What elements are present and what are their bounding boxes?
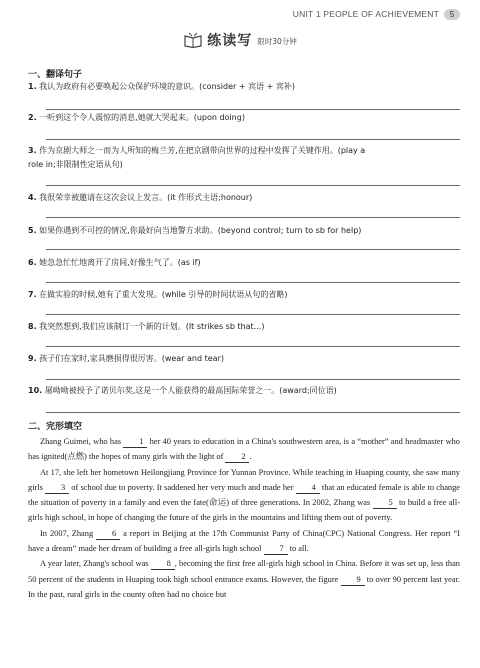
answer-line-1[interactable] [46,109,460,110]
paragraph-2: At 17, she left her hometown Heilongjiang Province for Yunnan Province. While teaching in Huaping county, she saw many girls 3 of school due to poverty. It saddened her very much and made her 4 that an educated female is able to change the situation of poverty in a family and even the fate(命运) of three generations. In 2002, Zhang was 5 to build a free all-girls high school, in hope of changing the future of the girls in the mountains and lifting them out of poverty. [28,467,461,523]
paragraph-3: In 2007, Zhang 6 a report in Beijing at the 17th Communist Party of China(CPC) National Congress. Her report “I have a dream” made her dream of building a free all-girls high school 7 to all. [28,528,460,554]
question-4: 4. 我很荣幸被邀请在这次会议上发言。(it 作形式主语;honour) [28,193,253,202]
answer-line-10[interactable] [46,412,460,413]
section-heading-translation: 一、翻译句子 [28,70,83,80]
exercise-title [0,30,480,50]
book-icon [183,32,203,48]
question-10: 10. 屠呦呦被授予了诺贝尔奖,这是一个人能获得的最高国际荣誉之一。(award;同位语) [28,386,337,395]
question-2: 2. 一听到这个令人震惊的消息,她就大哭起来。(upon doing) [28,113,245,122]
title-main: 练读写 [207,33,253,49]
question-1: 1. 我认为政府有必要唤起公众保护环境的意识。(consider + 宾语 + 宾补) [28,82,296,91]
question-5: 5. 如果你遇到不可控的情况,你最好向当地警方求助。(beyond control; turn to sb for help) [28,226,362,235]
question-7: 7. 在做实验的时候,她有了重大发现。(while 引导的时间状语从句的省略) [28,290,288,299]
paragraph-1: Zhang Guimei, who has 1 her 40 years to education in a China's southwestern area, is a “mother” and headmaster who has ignited(点燃) the hopes of many girls with the light of 2 . [28,437,460,462]
page-header [293,7,460,21]
answer-line-7[interactable] [46,314,460,315]
page-number-badge: 5 [444,9,460,20]
blank-4[interactable]: 4 [296,483,320,494]
answer-line-3[interactable] [46,185,460,186]
blank-9[interactable]: 9 [341,575,365,586]
answer-line-9[interactable] [46,379,460,380]
answer-line-6[interactable] [46,282,460,283]
blank-5[interactable]: 5 [373,498,397,509]
paragraph-4: A year later, Zhang's school was 8 , becoming the first free all-girls high school in China. Before it was set up, less than 50 percent of the students in Huaping took high school entrance exams. However, the figure 9 to over 90 percent last year. In the past, rural girls in the county often had no choice but [28,559,460,599]
time-limit: 限时30分钟 [257,37,297,46]
blank-8[interactable]: 8 [151,559,175,570]
blank-2[interactable]: 2 [225,452,249,463]
blank-7[interactable]: 7 [264,544,288,555]
question-6: 6. 她急急忙忙地离开了房间,好像生气了。(as if) [28,258,201,267]
section-heading-cloze: 二、完形填空 [28,422,83,432]
question-9: 9. 孩子们在家时,家具磨损得很厉害。(wear and tear) [28,354,224,363]
cloze-passage [28,434,460,602]
blank-1[interactable]: 1 [123,437,147,448]
answer-line-4[interactable] [46,217,460,218]
unit-title: UNIT 1 PEOPLE OF ACHIEVEMENT [292,9,439,19]
question-8: 8. 我突然想到,我们应该制订一个新的计划。(It strikes sb that...) [28,322,265,331]
question-3: 3. 作为京剧大师之一而为人所知的梅兰芳,在把京剧带向世界的过程中发挥了关键作用。(play a role in;非限制性定语从句) [28,146,366,169]
answer-line-8[interactable] [46,346,460,347]
answer-line-2[interactable] [46,139,460,140]
blank-3[interactable]: 3 [45,483,69,494]
answer-line-5[interactable] [46,249,460,250]
blank-6[interactable]: 6 [96,529,120,540]
